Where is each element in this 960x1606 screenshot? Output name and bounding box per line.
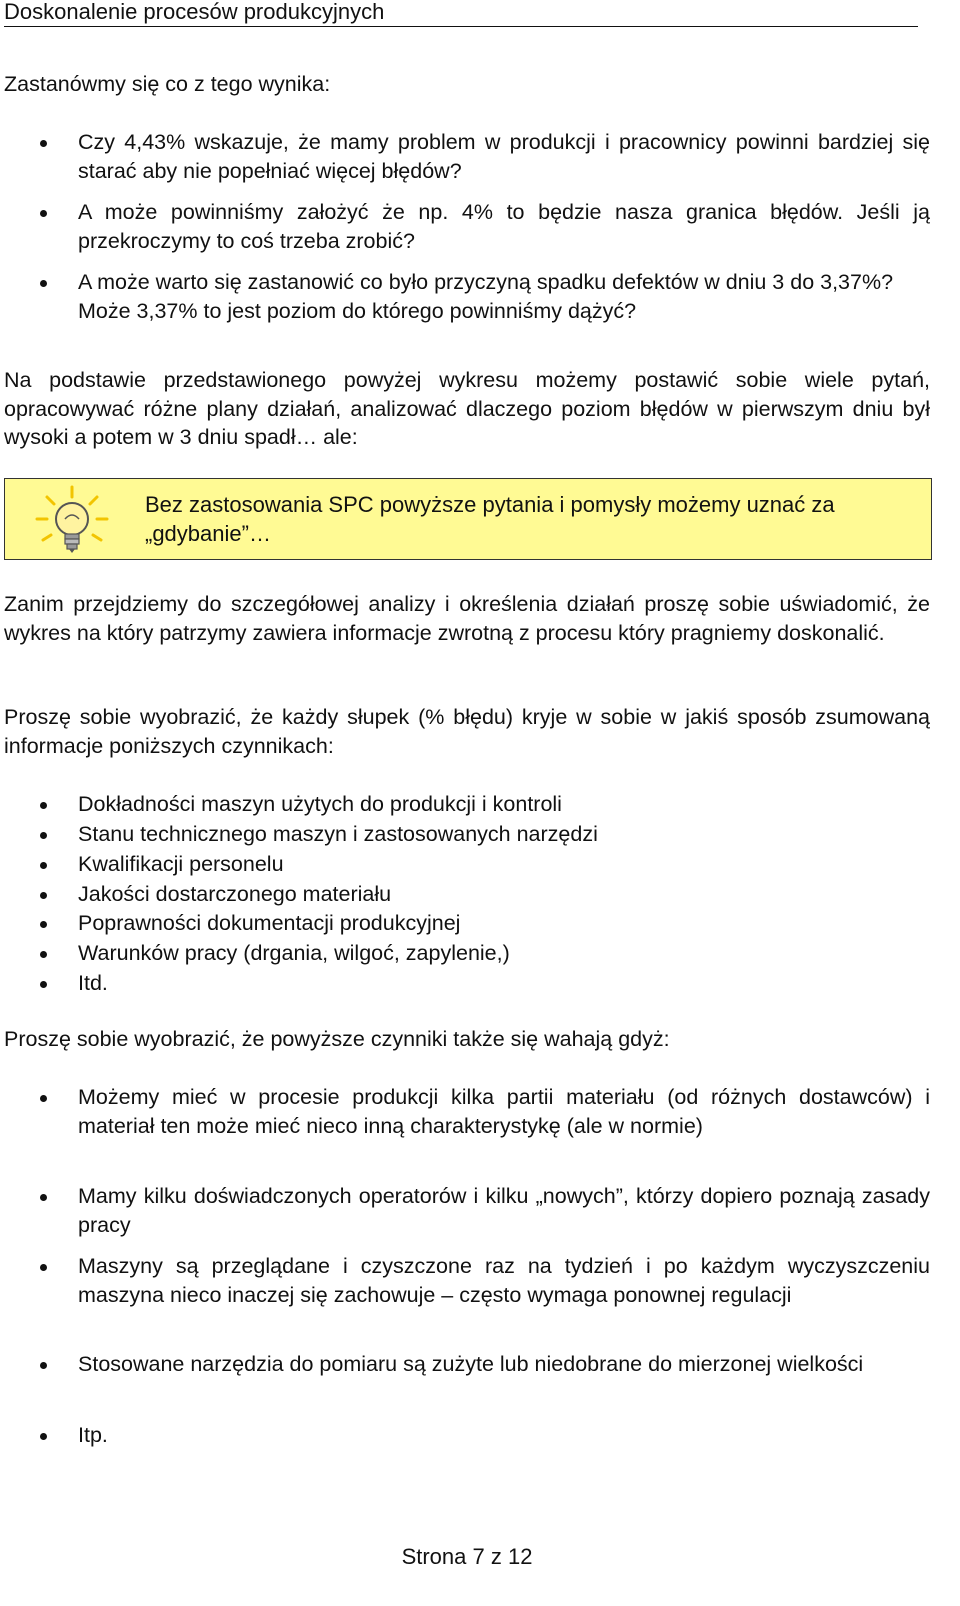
- bullet-icon: [40, 1194, 47, 1201]
- bullet-icon: [40, 1095, 47, 1102]
- bullet-icon: [40, 140, 47, 147]
- bullet-icon: [40, 921, 47, 928]
- list-item: Dokładności maszyn użytych do produkcji i kontroli: [78, 790, 930, 819]
- bullet-icon: [40, 862, 47, 869]
- paragraph-reasons-intro: Proszę sobie wyobrazić, że powyższe czynniki także się wahają gdyż:: [4, 1027, 670, 1051]
- list-item: A może warto się zastanowić co było przyczyną spadku defektów w dniu 3 do 3,37%? Może 3,37% to jest poziom do którego powinniśmy dążyć?: [78, 268, 930, 325]
- note-text: Bez zastosowania SPC powyższe pytania i pomysły możemy uznać za „gdybanie”…: [145, 492, 835, 546]
- bullet-icon: [40, 951, 47, 958]
- bullet-icon: [40, 280, 47, 287]
- paragraph-feedback: Zanim przejdziemy do szczegółowej analizy i określenia działań proszę sobie uświadomić, że wykres na który patrzymy zawiera informacje zwrotną z procesu który pragniemy doskonalić.: [4, 592, 930, 645]
- bullet-icon: [40, 892, 47, 899]
- list-item: Maszyny są przeglądane i czyszczone raz na tydzień i po każdym wyczyszczeniu maszyna nieco inaczej się zachowuje – często wymaga ponownej regulacji: [78, 1252, 930, 1309]
- lightbulb-icon: [35, 485, 109, 559]
- list-item: Poprawności dokumentacji produkcyjnej: [78, 909, 930, 938]
- bullet-icon: [40, 981, 47, 988]
- list-item: Mamy kilku doświadczonych operatorów i kilku „nowych”, którzy dopiero poznają zasady pracy: [78, 1182, 930, 1239]
- bullet-icon: [40, 1433, 47, 1440]
- page-header: Doskonalenie procesów produkcyjnych: [4, 0, 918, 27]
- list-item: A może powinniśmy założyć że np. 4% to będzie nasza granica błędów. Jeśli ją przekroczymy to coś trzeba zrobić?: [78, 198, 930, 255]
- list-item: Kwalifikacji personelu: [78, 850, 930, 879]
- list-item: Itd.: [78, 969, 930, 998]
- list-item: Czy 4,43% wskazuje, że mamy problem w produkcji i pracownicy powinni bardziej się starać aby nie popełniać więcej błędów?: [78, 128, 930, 185]
- list-item: Itp.: [78, 1421, 930, 1450]
- bullet-icon: [40, 802, 47, 809]
- list-item: Warunków pracy (drgania, wilgoć, zapylenie,): [78, 939, 930, 968]
- bullet-icon: [40, 210, 47, 217]
- list-item: Możemy mieć w procesie produkcji kilka partii materiału (od różnych dostawców) i materiał ten może mieć nieco inną charakterystykę (ale w normie): [78, 1083, 930, 1140]
- list-item: Stanu technicznego maszyn i zastosowanych narzędzi: [78, 820, 930, 849]
- bullet-icon: [40, 832, 47, 839]
- paragraph-chart-questions: Na podstawie przedstawionego powyżej wykresu możemy postawić sobie wiele pytań, opracowywać różne plany działań, analizować dlaczego poziom błędów w pierwszym dniu był wysoki a potem w 3 dniu spadł… ale:: [4, 368, 930, 449]
- bullet-icon: [40, 1264, 47, 1271]
- note-box: [4, 478, 932, 560]
- paragraph-factors-intro: Proszę sobie wyobrazić, że każdy słupek (% błędu) kryje w sobie w jakiś sposób zsumowaną informacje poniższych czynnikach:: [4, 705, 930, 758]
- page-footer: Strona 7 z 12: [401, 1544, 533, 1569]
- bullet-icon: [40, 1362, 47, 1369]
- intro-text: Zastanówmy się co z tego wynika:: [4, 72, 331, 96]
- list-item: Stosowane narzędzia do pomiaru są zużyte lub niedobrane do mierzonej wielkości: [78, 1350, 930, 1379]
- list-item: Jakości dostarczonego materiału: [78, 880, 930, 909]
